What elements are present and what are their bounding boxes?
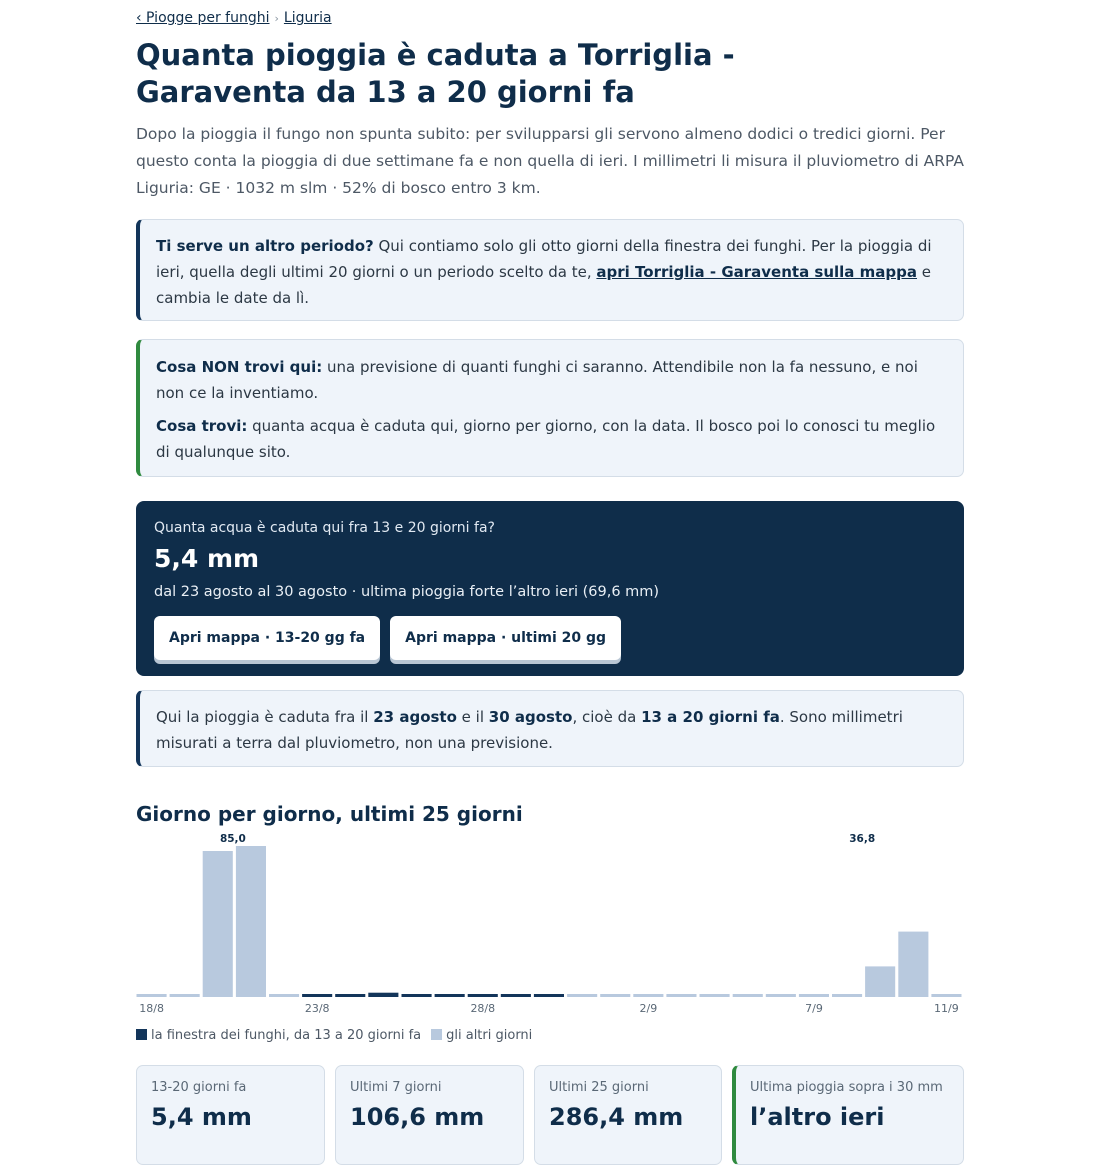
open-map-link[interactable]: apri Torriglia - Garaventa sulla mappa bbox=[596, 263, 918, 281]
disclaimer-no bbox=[156, 354, 947, 406]
chart-bar-6-9 bbox=[766, 994, 796, 997]
disclaimer-yes-text: quanta acqua è caduta qui, giorno per giorno, con la data. Il bosco poi lo conosci tu meglio di qualunque sito. bbox=[156, 417, 936, 461]
breadcrumb-back-link[interactable]: ‹ Piogge per funghi bbox=[136, 10, 270, 26]
chart-bar-5-9 bbox=[733, 994, 763, 997]
breadcrumb-separator: › bbox=[274, 12, 279, 25]
rain-summary-value: 5,4 mm bbox=[154, 544, 260, 573]
chart-tick-label: 28/8 bbox=[470, 1002, 496, 1015]
chart-bar-10-9 bbox=[898, 932, 928, 997]
stat-card-window bbox=[136, 1065, 325, 1165]
chart-legend bbox=[136, 1028, 532, 1043]
disclaimer-no-heading: Cosa NON trovi qui: bbox=[156, 358, 323, 376]
window-text-2: e il bbox=[456, 708, 489, 726]
stat-label: Ultimi 7 giorni bbox=[350, 1080, 442, 1095]
chart-value-label: 85,0 bbox=[219, 833, 246, 845]
chart-bar-28-8 bbox=[468, 994, 498, 997]
chart-tick-label: 18/8 bbox=[139, 1002, 164, 1015]
chart-bar-1-9 bbox=[600, 994, 630, 997]
chart-bar-20-8 bbox=[203, 851, 233, 997]
chart-bar-3-9 bbox=[666, 994, 696, 997]
legend-window-swatch bbox=[136, 1029, 147, 1040]
breadcrumb-region-link[interactable]: Liguria bbox=[283, 10, 332, 26]
legend-other-label: gli altri giorni bbox=[446, 1028, 533, 1043]
open-map-last20-button[interactable]: Apri mappa · ultimi 20 gg bbox=[390, 616, 621, 660]
chart-bar-25-8 bbox=[368, 993, 398, 997]
chart-bar-4-9 bbox=[700, 994, 730, 997]
chart-bar-18-8 bbox=[137, 994, 167, 997]
chart-bar-19-8 bbox=[170, 994, 200, 997]
chart-bar-29-8 bbox=[501, 994, 531, 997]
page-title: Quanta pioggia è caduta a Torriglia - Garaventa da 13 a 20 giorni fa bbox=[136, 38, 735, 109]
rain-summary-buttons bbox=[154, 616, 946, 660]
other-period-heading: Ti serve un altro periodo? bbox=[156, 237, 374, 255]
chart-bar-23-8 bbox=[302, 994, 332, 997]
window-end-date: 30 agosto bbox=[488, 708, 573, 726]
chart-bar-11-9 bbox=[931, 994, 961, 997]
stat-card-last-heavy-rain bbox=[732, 1065, 964, 1165]
chart-bar-27-8 bbox=[435, 994, 465, 997]
legend-window-label: la finestra dei funghi, da 13 a 20 giorni fa bbox=[151, 1028, 422, 1043]
stat-label: Ultimi 25 giorni bbox=[549, 1080, 649, 1095]
chart-tick-label: 2/9 bbox=[639, 1002, 658, 1015]
rain-summary-panel bbox=[136, 501, 964, 676]
chart-bar-8-9 bbox=[832, 994, 862, 997]
window-explanation-callout bbox=[136, 690, 964, 767]
other-period-text-end: e cambia le date da lì. bbox=[156, 263, 932, 307]
window-start-date: 23 agosto bbox=[373, 708, 457, 726]
disclaimer-yes bbox=[156, 413, 947, 465]
chart-bar-21-8 bbox=[236, 846, 266, 997]
chart-tick-label: 11/9 bbox=[934, 1002, 959, 1015]
chart-bar-9-9 bbox=[865, 966, 895, 997]
stat-value: 5,4 mm bbox=[151, 1103, 252, 1131]
other-period-text: Qui contiamo solo gli otto giorni della finestra dei funghi. Per la pioggia di ieri, quella degli ultimi 20 giorni o un periodo scelto da te, bbox=[156, 237, 932, 281]
breadcrumb bbox=[136, 10, 332, 26]
chart-bar-31-8 bbox=[567, 994, 597, 997]
stat-label: Ultima pioggia sopra i 30 mm bbox=[750, 1080, 943, 1095]
stat-value: l’altro ieri bbox=[750, 1103, 885, 1131]
window-text-1: Qui la pioggia è caduta fra il bbox=[156, 708, 374, 726]
disclaimer-yes-heading: Cosa trovi: bbox=[156, 417, 248, 435]
chart-bar-22-8 bbox=[269, 994, 299, 997]
chart-value-label: 36,8 bbox=[849, 833, 876, 845]
open-map-window-button[interactable]: Apri mappa · 13-20 gg fa bbox=[154, 616, 380, 660]
chart-title: Giorno per giorno, ultimi 25 giorni bbox=[136, 802, 523, 826]
rain-summary-subtitle: dal 23 agosto al 30 agosto · ultima pioggia forte l’altro ieri (69,6 mm) bbox=[154, 584, 660, 600]
window-text-4: . Sono millimetri misurati a terra dal pluviometro, non una previsione. bbox=[156, 708, 903, 752]
chart-bar-7-9 bbox=[799, 994, 829, 997]
legend-window-item bbox=[136, 1028, 421, 1043]
window-text-3: , cioè da bbox=[572, 708, 642, 726]
chart-bar-30-8 bbox=[534, 994, 564, 997]
intro-text: Dopo la pioggia il fungo non spunta subito: per svilupparsi gli servono almeno dodici o tredici giorni. Per questo conta la pioggia di due settimane fa e non quella di ieri. I millimetri li misura il pluviometro di ARPA Liguria: GE · 1032 m slm · 52% di bosco entro 3 km. bbox=[136, 125, 964, 197]
stat-value: 106,6 mm bbox=[350, 1103, 485, 1131]
stat-card-last25 bbox=[534, 1065, 722, 1165]
chart-tick-label: 7/9 bbox=[805, 1002, 823, 1015]
stat-label: 13-20 giorni fa bbox=[151, 1080, 247, 1095]
chart-tick-label: 23/8 bbox=[304, 1002, 330, 1015]
window-range: 13 a 20 giorni fa bbox=[641, 708, 780, 726]
daily-rain-chart bbox=[136, 826, 964, 1020]
disclaimer-no-text: una previsione di quanti funghi ci saranno. Attendibile non la fa nessuno, e noi non ce la inventiamo. bbox=[156, 358, 918, 402]
other-period-callout bbox=[136, 219, 964, 321]
chart-bar-26-8 bbox=[402, 994, 432, 997]
stat-card-last7 bbox=[335, 1065, 524, 1165]
stat-value: 286,4 mm bbox=[549, 1103, 684, 1131]
chart-bar-2-9 bbox=[633, 994, 663, 997]
legend-other-item bbox=[431, 1028, 532, 1043]
legend-other-swatch bbox=[431, 1029, 442, 1040]
rain-summary-question: Quanta acqua è caduta qui fra 13 e 20 giorni fa? bbox=[154, 520, 495, 536]
disclaimer-callout bbox=[136, 339, 964, 477]
chart-bar-24-8 bbox=[335, 994, 365, 997]
